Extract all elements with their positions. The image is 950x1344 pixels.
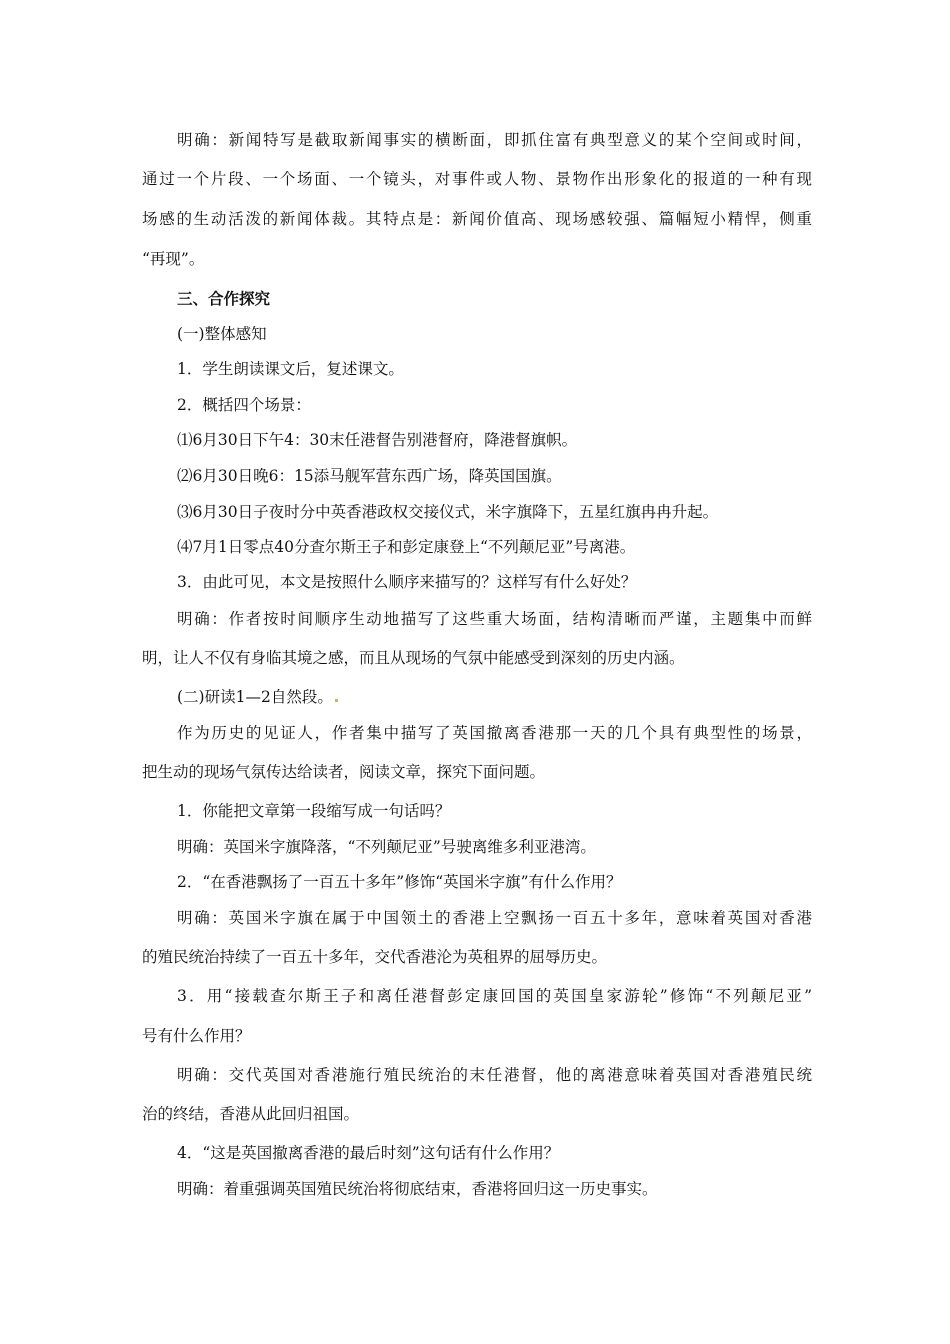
paragraph-line: 明确：作者按时间顺序生动地描写了这些重大场面，结构清晰而严谨，主题集中而鲜 — [177, 610, 812, 628]
question: 1．你能把文章第一段缩写成一句话吗？ — [177, 802, 451, 820]
paragraph-line: 明确：英国米字旗在属于中国领土的香港上空飘扬一百五十多年，意味着英国对香港 — [177, 909, 812, 927]
section-heading: 三、合作探究 — [177, 290, 271, 308]
list-item: ⑷7月1日零点40分查尔斯王子和彭定康登上“不列颠尼亚”号离港。 — [177, 538, 636, 556]
paragraph-line: “再现”。 — [142, 250, 205, 268]
paragraph-line: 明，让人不仅有身临其境之感，而且从现场的气氛中能感受到深刻的历史内涵。 — [142, 649, 685, 667]
paragraph-line: 通过一个片段、一个场面、一个镜头，对事件或人物、景物作出形象化的报道的一种有现 — [142, 170, 812, 188]
paragraph-line: 把生动的现场气氛传达给读者，阅读文章，探究下面问题。 — [142, 763, 546, 781]
list-item: 1．学生朗读课文后，复述课文。 — [177, 360, 404, 378]
question: 号有什么作用？ — [142, 1027, 251, 1045]
question: 3．由此可见，本文是按照什么顺序来描写的？这样写有什么好处？ — [177, 573, 637, 591]
paragraph-line: 治的终结，香港从此回归祖国。 — [142, 1105, 360, 1123]
paragraph-line: 明确：交代英国对香港施行殖民统治的末任港督，他的离港意味着英国对香港殖民统 — [177, 1066, 812, 1084]
speck-mark — [335, 699, 338, 702]
paragraph-line: 场感的生动活泼的新闻体裁。其特点是：新闻价值高、现场感较强、篇幅短小精悍，侧重 — [142, 210, 812, 228]
paragraph-line: 的殖民统治持续了一百五十多年，交代香港沦为英租界的屈辱历史。 — [142, 948, 608, 966]
paragraph-line: 明确：新闻特写是截取新闻事实的横断面，即抓住富有典型意义的某个空间或时间， — [177, 131, 812, 149]
subsection-heading — [177, 687, 812, 707]
list-item: ⑴6月30日下午4：30末任港督告别港督府，降港督旗帜。 — [177, 431, 578, 449]
question: 3．用“接载查尔斯王子和离任港督彭定康回国的英国皇家游轮”修饰“不列颠尼亚” — [177, 987, 812, 1005]
list-item: ⑵6月30日晚6：15添马舰军营东西广场，降英国国旗。 — [177, 467, 562, 485]
question: 4．“这是英国撤离香港的最后时刻”这句话有什么作用？ — [177, 1144, 560, 1162]
list-item: ⑶6月30日子夜时分中英香港政权交接仪式，米字旗降下，五星红旗冉冉升起。 — [177, 503, 719, 521]
paragraph-line: 明确：着重强调英国殖民统治将彻底结束，香港将回归这一历史事实。 — [177, 1180, 658, 1198]
list-item: 2．概括四个场景： — [177, 396, 311, 414]
paragraph-line: 作为历史的见证人，作者集中描写了英国撤离香港那一天的几个具有典型性的场景， — [177, 724, 812, 742]
subsection-heading: (一)整体感知 — [177, 325, 267, 343]
paragraph-line: 明确：英国米字旗降落，“不列颠尼亚”号驶离维多利亚港湾。 — [177, 838, 596, 856]
subsection-heading-text: (二)研读1—2自然段。 — [177, 688, 333, 706]
question: 2．“在香港飘扬了一百五十多年”修饰“英国米字旗”有什么作用？ — [177, 873, 622, 891]
